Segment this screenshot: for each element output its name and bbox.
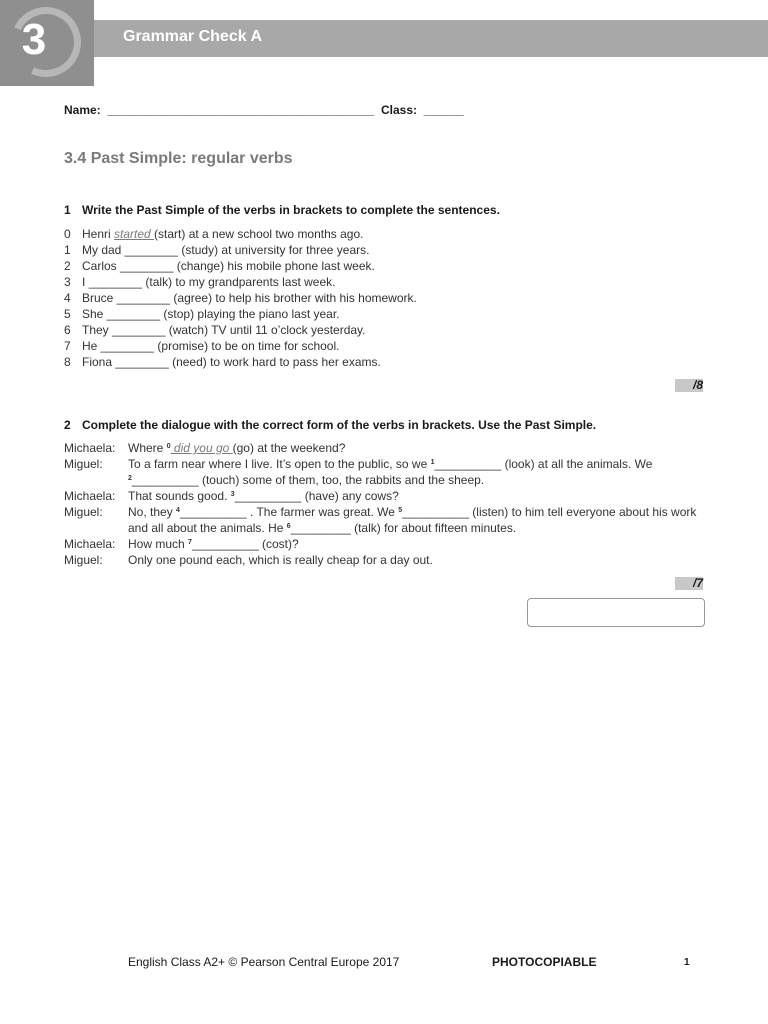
speaker: Miguel:	[64, 553, 103, 567]
item-text: Fiona ________ (need) to work hard to pass her exams.	[82, 355, 381, 369]
speaker: Michaela:	[64, 489, 116, 503]
list-item	[64, 338, 417, 354]
example-answer: started	[114, 227, 155, 241]
item-number: 0	[64, 227, 71, 241]
section-title: 3.4 Past Simple: regular verbs	[64, 150, 293, 167]
page-title: Grammar Check A	[123, 28, 263, 45]
exercise2-number: 2	[64, 418, 71, 432]
text-part: To a farm near where I live. It’s open to the public, so we	[128, 457, 431, 471]
dialogue-line	[64, 504, 714, 536]
text-part: _________ (talk) for about fifteen minutes.	[290, 521, 517, 535]
footer-copyright: English Class A2+ © Pearson Central Europe 2017	[128, 955, 400, 969]
list-item	[64, 322, 417, 338]
speaker: Miguel:	[64, 505, 103, 519]
dialogue-text	[128, 456, 714, 488]
item-text: Bruce ________ (agree) to help his brother with his homework.	[82, 291, 417, 305]
text-part: Where	[128, 441, 167, 455]
exercise1-list	[64, 226, 417, 370]
list-item	[64, 258, 417, 274]
item-text: I ________ (talk) to my grandparents last week.	[82, 275, 336, 289]
item-number: 5	[64, 307, 71, 321]
dialogue-line	[64, 552, 714, 568]
item-number: 3	[64, 275, 71, 289]
exercise1-score-box: /8	[675, 379, 703, 392]
speaker: Michaela:	[64, 537, 116, 551]
text-part: __________ (cost)?	[191, 537, 299, 551]
gap-number: 2	[128, 475, 132, 482]
dialogue-line	[64, 440, 714, 456]
text-part: __________ (have) any cows?	[234, 489, 399, 503]
speaker: Michaela:	[64, 441, 116, 455]
list-item	[64, 290, 417, 306]
item-text	[82, 226, 363, 242]
exercise2-score-box: /7	[675, 577, 703, 590]
dialogue-text	[128, 536, 714, 552]
text-part: __________ (listen) to him tell everyone about his work and all about the animals. He	[128, 505, 697, 535]
item-number: 2	[64, 259, 71, 273]
dialogue-text	[128, 504, 714, 536]
name-class-line: Name: ________________________________________ Class: ______	[64, 103, 464, 117]
text-part: __________ (touch) some of them, too, the rabbits and the sheep.	[131, 473, 485, 487]
list-item	[64, 354, 417, 370]
speaker: Miguel:	[64, 457, 103, 471]
item-number: 8	[64, 355, 71, 369]
dialogue-line	[64, 456, 714, 488]
list-item	[64, 306, 417, 322]
list-item	[64, 242, 417, 258]
text-part: (go) at the weekend?	[232, 441, 346, 455]
text-part: That sounds good.	[128, 489, 231, 503]
gap-number: 4	[176, 507, 180, 514]
item-text: Carlos ________ (change) his mobile phone last week.	[82, 259, 375, 273]
item-text: She ________ (stop) playing the piano last year.	[82, 307, 340, 321]
dialogue-text	[128, 488, 714, 504]
gap-number: 5	[398, 507, 403, 514]
title-bar	[94, 20, 768, 57]
gap-number: 6	[286, 523, 291, 530]
dialogue-line	[64, 536, 714, 552]
text-part: __________ (look) at all the animals. We	[434, 457, 653, 471]
unit-badge	[0, 0, 94, 86]
example-before: Henri	[82, 227, 115, 241]
dialogue-line	[64, 488, 714, 504]
item-text: They ________ (watch) TV until 11 o’clock yesterday.	[82, 323, 366, 337]
gap-number: 7	[188, 539, 192, 546]
item-number: 7	[64, 339, 71, 353]
item-number: 1	[64, 243, 71, 257]
item-number: 4	[64, 291, 71, 305]
list-item	[64, 274, 417, 290]
exercise2-instruction-text: Complete the dialogue with the correct form of the verbs in brackets. Use the Past Simple.	[82, 418, 597, 432]
exercise1-instruction	[64, 203, 500, 217]
text-part: __________ . The farmer was great. We	[179, 505, 399, 519]
unit-number: 3	[21, 15, 47, 64]
exercise1-instruction-text: Write the Past Simple of the verbs in brackets to complete the sentences.	[82, 203, 500, 217]
gap-number: 3	[230, 491, 235, 498]
total-score-box	[527, 598, 705, 627]
dialogue-text: Only one pound each, which is really cheap for a day out.	[128, 553, 433, 567]
page-number: 1	[684, 957, 690, 968]
exercise1-example	[64, 226, 417, 242]
dialogue	[64, 440, 714, 568]
item-text: My dad ________ (study) at university for three years.	[82, 243, 370, 257]
exercise2-instruction	[64, 418, 596, 432]
exercise1-number: 1	[64, 203, 71, 217]
example-after: (start) at a new school two months ago.	[154, 227, 364, 241]
text-part: How much	[128, 537, 189, 551]
item-number: 6	[64, 323, 71, 337]
text-part: No, they	[128, 505, 177, 519]
item-text: He ________ (promise) to be on time for school.	[82, 339, 340, 353]
example-answer: did you go	[170, 441, 233, 455]
footer-photocopiable: PHOTOCOPIABLE	[492, 955, 597, 969]
gap-number: 0	[166, 443, 171, 450]
dialogue-text	[128, 440, 714, 456]
gap-number: 1	[430, 459, 435, 466]
